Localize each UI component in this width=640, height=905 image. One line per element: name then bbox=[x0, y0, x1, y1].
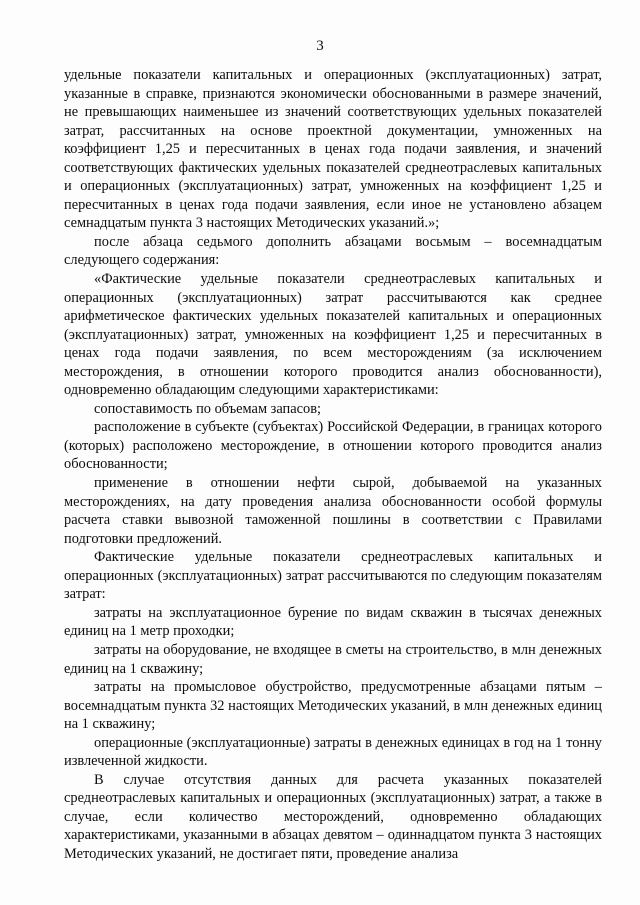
paragraph: после абзаца седьмого дополнить абзацами восьмым – восемнадцатым следующего содержания: bbox=[64, 233, 602, 269]
paragraph: расположение в субъекте (субъектах) Российской Федерации, в границах которого (которых) расположено месторождение, в отношении которого проводится анализ обоснованности; bbox=[64, 419, 602, 473]
paragraph: операционные (эксплуатационные) затраты в денежных единицах в год на 1 тонну извлеченной жидкости. bbox=[64, 734, 602, 770]
paragraph: «Фактические удельные показатели среднеотраслевых капитальных и операционных (эксплуатационных) затрат рассчитываются как среднее арифметическое фактических удельных показателей капитальных и операционных (эксплуатационных) затрат, умноженных на коэффициент 1,25 и пересчитанных в ценах года подачи заявления, по всем месторождениям (за исключением месторождения, в отношении которого проводится анализ обоснованности), одновременно обладающим следующими характеристиками: bbox=[64, 271, 602, 399]
page-number: 3 bbox=[316, 38, 324, 54]
paragraph: применение в отношении нефти сырой, добываемой на указанных месторождениях, на дату проведения анализа обоснованности особой формулы расчета ставки вывозной таможенной пошлины в соответствии с Правилами подготовки предложений. bbox=[64, 475, 602, 547]
paragraph: затраты на оборудование, не входящее в сметы на строительство, в млн денежных единиц на 1 скважину; bbox=[64, 641, 602, 677]
document-body bbox=[64, 66, 602, 864]
paragraph: сопоставимость по объемам запасов; bbox=[94, 400, 321, 417]
paragraph: затраты на эксплуатационное бурение по видам скважин в тысячах денежных единиц на 1 метр проходки; bbox=[64, 604, 602, 640]
paragraph: В случае отсутствия данных для расчета указанных показателей среднеотраслевых капитальных и операционных (эксплуатационных) затрат, а также в случае, если количество месторождений, одновременно обладающих характеристиками, указанными в абзацах девятом – одиннадцатом пункта 3 настоящих Методических указаний, не достигает пяти, проведение анализа bbox=[64, 771, 602, 862]
paragraph: удельные показатели капитальных и операционных (эксплуатационных) затрат, указанные в справке, признаются экономически обоснованными в размере значений, не превышающих наименьшее из значений соответствующих удельных показателей затрат, рассчитанных на основе проектной документации, умноженных на коэффициент 1,25 и пересчитанных в ценах года подачи заявления, и значений соответствующих фактических удельных показателей среднеотраслевых капитальных и операционных (эксплуатационных) затрат, умноженных на коэффициент 1,25 и пересчитанных в ценах года подачи заявления, если иное не установлено абзацем семнадцатым пункта 3 настоящих Методических указаний.»; bbox=[64, 67, 602, 232]
paragraph: Фактические удельные показатели среднеотраслевых капитальных и операционных (эксплуатационных) затрат рассчитываются по следующим показателям затрат: bbox=[64, 549, 602, 603]
paragraph: затраты на промысловое обустройство, предусмотренные абзацами пятым – восемнадцатым пункта 32 настоящих Методических указаний, в млн денежных единиц на 1 скважину; bbox=[64, 679, 602, 733]
